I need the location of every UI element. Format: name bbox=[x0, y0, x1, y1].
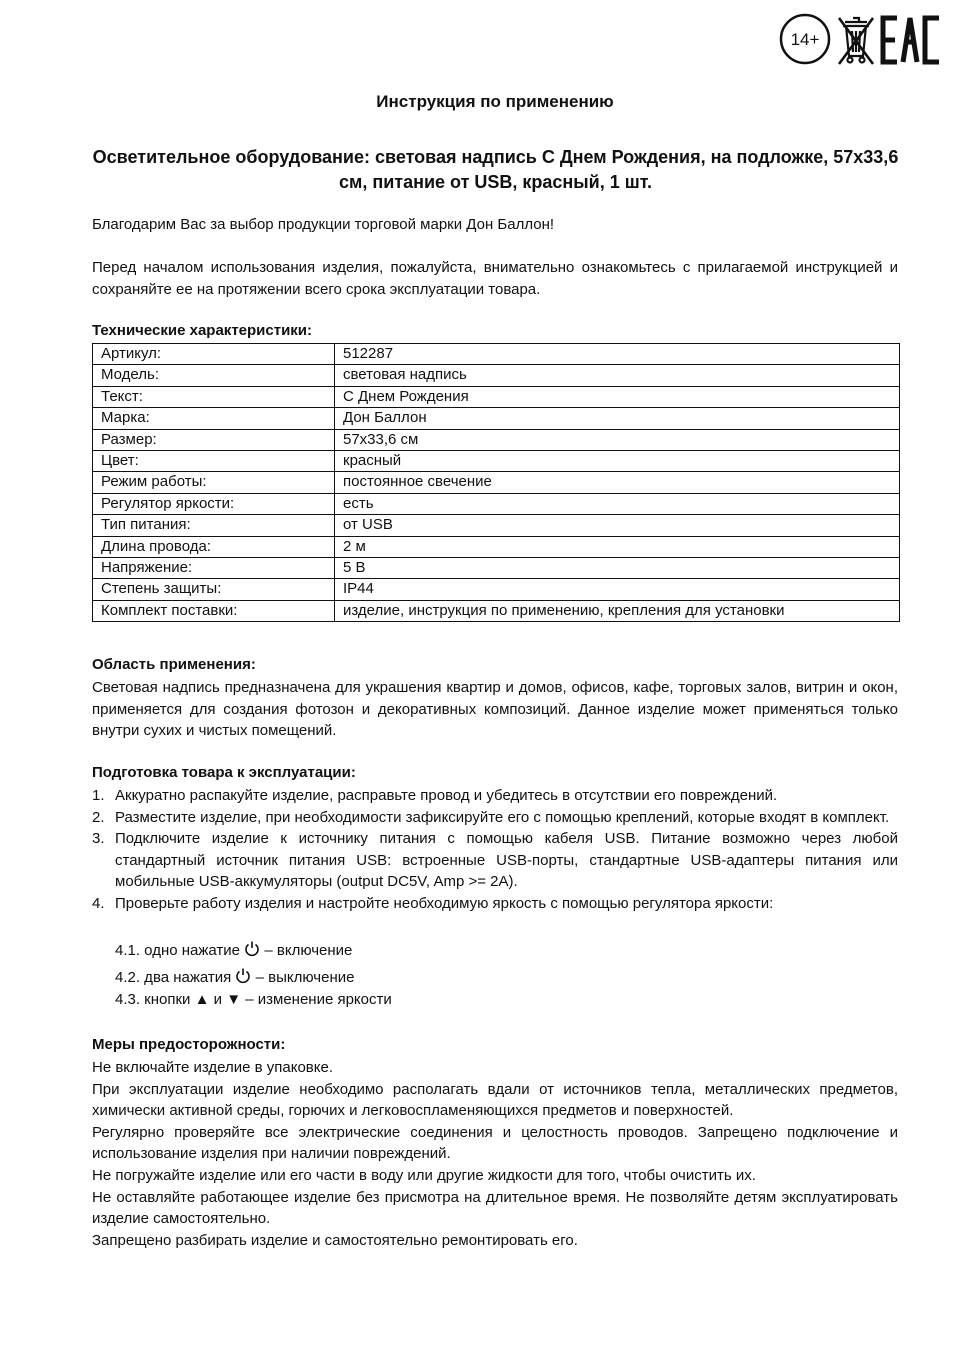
precaution-line: Не погружайте изделие или его части в воду или другие жидкости для того, чтобы очистить их. bbox=[92, 1166, 756, 1184]
precaution-line: Запрещено разбирать изделие и самостоятельно ремонтировать его. bbox=[92, 1231, 578, 1249]
intro-text: Перед началом использования изделия, пожалуйста, внимательно ознакомьтесь с прилагаемой инструкцией и сохраняйте ее на протяжении всего срока эксплуатации товара. bbox=[92, 259, 898, 298]
spec-key: Напряжение: bbox=[93, 557, 335, 578]
spec-value: есть bbox=[335, 493, 900, 514]
step-text: Проверьте работу изделия и настройте необходимую яркость с помощью регулятора яркости: bbox=[115, 894, 774, 912]
precaution-line: Не включайте изделие в упаковке. bbox=[92, 1059, 334, 1076]
power-icon bbox=[244, 940, 260, 957]
substep-power-off bbox=[115, 967, 354, 986]
table-row bbox=[93, 579, 900, 600]
spec-key: Цвет: bbox=[93, 450, 335, 471]
spec-value: 57х33,6 см bbox=[335, 429, 900, 450]
step-text: Подключите изделие к источнику питания с помощью кабеля USB. Питание возможно через любой стандартный источник питания USB: встроенные USB-порты, стандартные USB-адаптеры питания или мобильные USB-аккумуляторы (output DC5V, Amp >= 2A). bbox=[115, 830, 898, 890]
spec-value: постоянное свечение bbox=[335, 472, 900, 493]
spec-value: 5 В bbox=[335, 557, 900, 578]
substep-label: 4.1. одно нажатие bbox=[115, 942, 241, 959]
spec-value: Дон Баллон bbox=[335, 408, 900, 429]
precaution-line: Не оставляйте работающее изделие без присмотра на длительное время. Не позволяйте детям эксплуатировать изделие самостоятельно. bbox=[92, 1188, 898, 1228]
arrow-down-icon: ▼ bbox=[226, 991, 242, 1008]
spec-value: IP44 bbox=[335, 579, 900, 600]
spec-key: Режим работы: bbox=[93, 472, 335, 493]
page-title: Инструкция по применению bbox=[376, 92, 614, 111]
weee-bin-icon bbox=[839, 18, 873, 64]
precaution-line: При эксплуатации изделие необходимо располагать вдали от источников тепла, металлических предметов, химически активной среды, горючих и легковоспламеняющихся предметов и поверхностей. bbox=[92, 1080, 898, 1120]
spec-key: Длина провода: bbox=[93, 536, 335, 557]
spec-value: С Днем Рождения bbox=[335, 386, 900, 407]
substep-label: 4.2. два нажатия bbox=[115, 969, 232, 986]
step-text: Разместите изделие, при необходимости зафиксируйте его с помощью креплений, которые входят в комплект. bbox=[115, 808, 890, 826]
table-row bbox=[93, 515, 900, 536]
marks-graphic bbox=[779, 12, 955, 68]
spec-key: Тип питания: bbox=[93, 515, 335, 536]
arrow-up-icon: ▲ bbox=[194, 991, 210, 1008]
table-row bbox=[93, 472, 900, 493]
substep-label: 4.3. кнопки bbox=[115, 991, 191, 1008]
power-icon bbox=[235, 967, 251, 984]
table-row bbox=[93, 344, 900, 365]
table-row bbox=[93, 365, 900, 386]
table-row bbox=[93, 536, 900, 557]
table-row bbox=[93, 450, 900, 471]
eac-mark-text: EAC bbox=[779, 12, 782, 13]
substep-and: и bbox=[213, 991, 223, 1008]
step-text: Аккуратно распакуйте изделие, расправьте провод и убедитесь в отсутствии его повреждений. bbox=[115, 787, 778, 804]
spec-key: Артикул: bbox=[93, 344, 335, 365]
spec-key: Марка: bbox=[93, 408, 335, 429]
spec-key: Размер: bbox=[93, 429, 335, 450]
table-row bbox=[93, 429, 900, 450]
prep-heading: Подготовка товара к эксплуатации: bbox=[92, 764, 356, 781]
spec-key: Текст: bbox=[93, 386, 335, 407]
list-item bbox=[92, 893, 898, 915]
product-subtitle: Осветительное оборудование: световая надпись С Днем Рождения, на подложке, 57х33,6 см, питание от USB, красный, 1 шт. bbox=[92, 147, 899, 192]
precautions-heading: Меры предосторожности: bbox=[92, 1036, 286, 1053]
step-number: 2. bbox=[92, 808, 105, 826]
substep-result: – включение bbox=[264, 942, 353, 959]
spec-key: Регулятор яркости: bbox=[93, 493, 335, 514]
certification-marks bbox=[779, 12, 955, 68]
precaution-line: Регулярно проверяйте все электрические соединения и целостность проводов. Запрещено подключение и использование изделия при наличии повреждений. bbox=[92, 1123, 898, 1163]
substep-result: – изменение яркости bbox=[245, 991, 392, 1008]
specs-heading: Технические характеристики: bbox=[92, 322, 313, 339]
step-number: 1. bbox=[92, 787, 105, 804]
table-row bbox=[93, 600, 900, 621]
step-number: 3. bbox=[92, 830, 105, 847]
table-row bbox=[93, 408, 900, 429]
spec-key: Степень защиты: bbox=[93, 579, 335, 600]
spec-key: Модель: bbox=[93, 365, 335, 386]
list-item bbox=[92, 807, 898, 829]
substep-power-on bbox=[115, 940, 352, 959]
usage-text: Световая надпись предназначена для украшения квартир и домов, офисов, кафе, торговых залов, витрин и окон, применяется для создания фотозон и декоративных композиций. Данное изделие может применяться только внутри сухих и чистых помещений. bbox=[92, 679, 898, 739]
prep-steps-list bbox=[92, 785, 898, 914]
table-row bbox=[93, 493, 900, 514]
age-rating-icon bbox=[781, 15, 829, 63]
age-rating-text: 14+ bbox=[790, 30, 820, 49]
spec-value: 512287 bbox=[335, 344, 900, 365]
usage-heading: Область применения: bbox=[92, 656, 256, 673]
spec-value: красный bbox=[335, 450, 900, 471]
table-row bbox=[93, 557, 900, 578]
spec-value: 2 м bbox=[335, 536, 900, 557]
list-item bbox=[92, 828, 898, 893]
table-row bbox=[93, 386, 900, 407]
specs-table bbox=[92, 343, 900, 622]
spec-value: от USB bbox=[335, 515, 900, 536]
list-item bbox=[92, 785, 898, 807]
precautions-text bbox=[92, 1057, 898, 1251]
step-number: 4. bbox=[92, 894, 105, 912]
spec-value: световая надпись bbox=[335, 365, 900, 386]
thanks-text: Благодарим Вас за выбор продукции торговой марки Дон Баллон! bbox=[92, 216, 555, 233]
spec-key: Комплект поставки: bbox=[93, 600, 335, 621]
substep-result: – выключение bbox=[255, 969, 355, 986]
substep-brightness bbox=[115, 991, 392, 1008]
spec-value: изделие, инструкция по применению, крепления для установки bbox=[335, 600, 900, 621]
